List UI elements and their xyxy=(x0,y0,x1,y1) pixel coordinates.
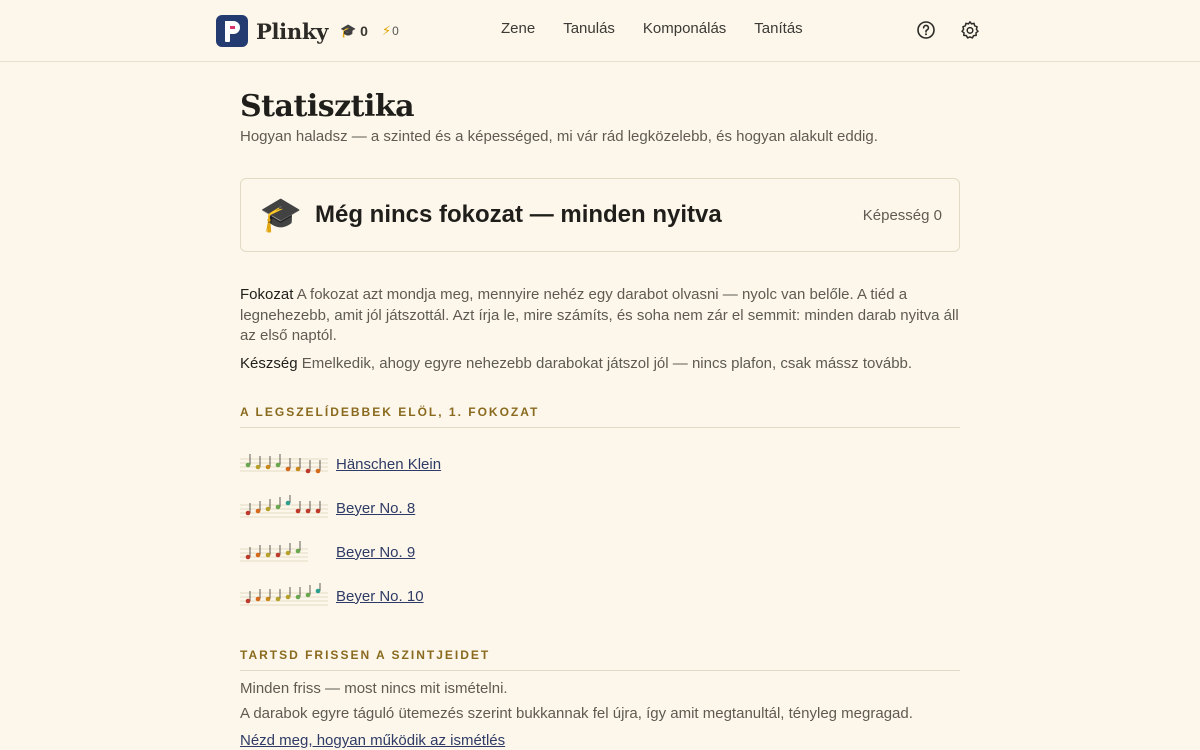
help-icon[interactable] xyxy=(916,20,936,40)
stats-main xyxy=(240,88,960,749)
lightning-icon: ⚡ xyxy=(381,23,392,38)
fresh-heading: TARTSD FRISSEN A SZINTJEIDET xyxy=(240,648,960,671)
page-title: Statisztika xyxy=(240,89,415,124)
grade-stat xyxy=(340,23,368,39)
fresh-explanation: A darabok egyre táguló ütemezés szerint bukkannak fel újra, így amit megtanultál, tényleg megragad. xyxy=(240,705,913,722)
list-item xyxy=(240,530,960,574)
skill-explanation xyxy=(240,354,960,375)
score-thumbnail[interactable] xyxy=(240,539,328,565)
skill-term: Készség xyxy=(240,354,298,372)
nav-item-zene[interactable]: Zene xyxy=(501,20,536,37)
skill-text: Emelkedik, ahogy egyre nehezebb darabokat játszol jól — nincs plafon, csak mássz tovább. xyxy=(301,354,913,372)
score-thumbnail[interactable] xyxy=(240,495,328,521)
grade-explanation xyxy=(240,285,960,347)
grade-title: Még nincs fokozat — minden nyitva xyxy=(315,201,722,228)
energy-stat xyxy=(382,23,399,39)
grade-card xyxy=(240,178,960,252)
energy-count: 0 xyxy=(392,24,399,38)
brand[interactable] xyxy=(216,15,399,47)
plinky-logo[interactable] xyxy=(216,15,248,47)
piece-list xyxy=(240,442,960,618)
piece-link[interactable]: Beyer No. 9 xyxy=(336,543,416,561)
main-nav xyxy=(501,20,803,37)
score-thumbnail[interactable] xyxy=(240,583,328,609)
skill-value: Képesség 0 xyxy=(862,206,942,224)
nav-item-tanulas[interactable]: Tanulás xyxy=(563,20,615,37)
grade-count: 0 xyxy=(360,23,368,39)
repetition-info-link[interactable]: Nézd meg, hogyan működik az ismétlés xyxy=(240,732,506,749)
piece-link[interactable]: Beyer No. 8 xyxy=(336,499,416,517)
graduation-cap-icon: 🎓 xyxy=(259,196,303,234)
piece-link[interactable]: Hänschen Klein xyxy=(336,455,442,473)
top-bar xyxy=(0,0,1200,62)
nav-item-komponalas[interactable]: Komponálás xyxy=(642,20,727,37)
page-subtitle: Hogyan haladsz — a szinted és a képességed, mi vár rád legközelebb, és hogyan alakult eddig. xyxy=(240,128,878,145)
list-item xyxy=(240,574,960,618)
graduation-cap-icon: 🎓 xyxy=(339,23,357,38)
gear-icon[interactable] xyxy=(960,20,980,40)
grade-term: Fokozat xyxy=(240,286,294,303)
score-thumbnail[interactable] xyxy=(240,451,328,477)
nav-item-tanitas[interactable]: Tanítás xyxy=(754,20,803,37)
fresh-status: Minden friss — most nincs mit ismételni. xyxy=(240,680,508,697)
brand-name[interactable]: Plinky xyxy=(256,18,328,44)
list-item xyxy=(240,442,960,486)
list-item xyxy=(240,486,960,530)
grade-text: A fokozat azt mondja meg, mennyire nehéz egy darabot olvasni — nyolc van belőle. A tiéd a legnehezebb, amit jól játszottál. Azt írja le, mire számíts, és soha nem zár el semmit: minden darab nyitva áll az első naptól. xyxy=(240,286,959,344)
easiest-heading: A LEGSZELÍDEBBEK ELÖL, 1. FOKOZAT xyxy=(240,405,960,428)
piece-link[interactable]: Beyer No. 10 xyxy=(336,587,424,605)
